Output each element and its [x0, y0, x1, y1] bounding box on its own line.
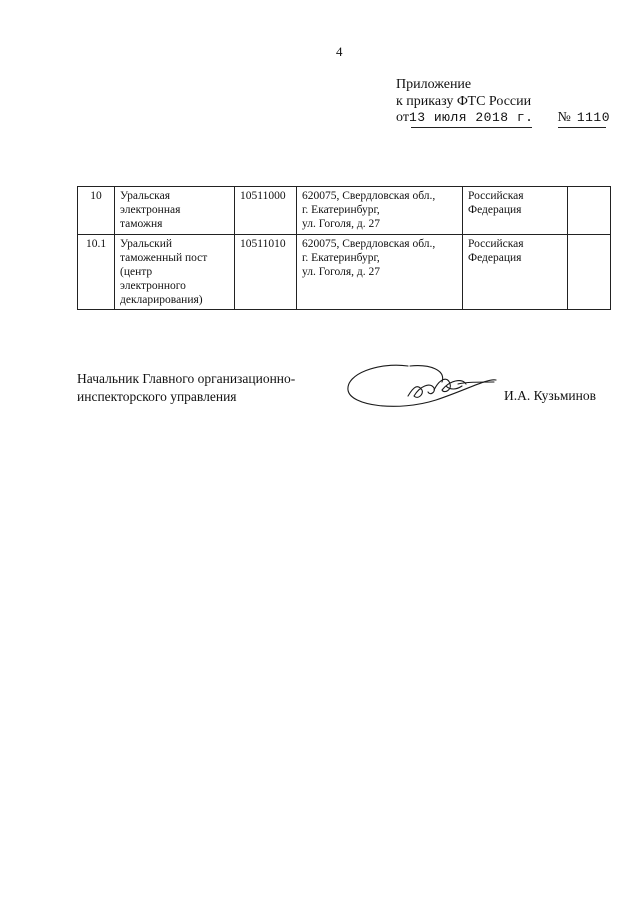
signatory-title-line1: Начальник Главного организационно- — [77, 371, 296, 386]
table-row — [78, 187, 611, 235]
handwritten-signature — [338, 356, 508, 418]
order-number: 1110 — [576, 110, 611, 125]
customs-name: Уральская электронная таможня — [115, 187, 235, 235]
customs-country: Российская Федерация — [463, 235, 568, 310]
order-date: 13 июля 2018 г. — [408, 110, 534, 125]
date-underline — [411, 127, 532, 128]
appendix-order-ref: к приказу ФТС России — [396, 94, 532, 109]
signatory-title — [77, 370, 295, 406]
extra-cell — [568, 235, 611, 310]
signatory-title-line2: инспекторского управления — [77, 389, 237, 404]
customs-name: Уральский таможенный пост (центр электронного декларирования) — [115, 235, 235, 310]
customs-code: 10511010 — [235, 235, 297, 310]
order-date-number-line — [396, 110, 610, 126]
appendix-label: Приложение — [396, 77, 472, 92]
page-number: 4 — [336, 44, 343, 59]
extra-cell — [568, 187, 611, 235]
row-number: 10 — [78, 187, 115, 235]
customs-country: Российская Федерация — [463, 187, 568, 235]
table-row — [78, 235, 611, 310]
date-prefix: от — [396, 110, 409, 125]
row-number: 10.1 — [78, 235, 115, 310]
number-prefix: № — [557, 110, 571, 125]
signatory-name: И.А. Кузьминов — [504, 388, 596, 403]
customs-table — [77, 186, 611, 310]
customs-code: 10511000 — [235, 187, 297, 235]
appendix-header — [396, 76, 531, 110]
customs-address: 620075, Свердловская обл., г. Екатеринбург, ул. Гоголя, д. 27 — [297, 187, 463, 235]
number-underline — [558, 127, 606, 128]
customs-address: 620075, Свердловская обл., г. Екатеринбург, ул. Гоголя, д. 27 — [297, 235, 463, 310]
